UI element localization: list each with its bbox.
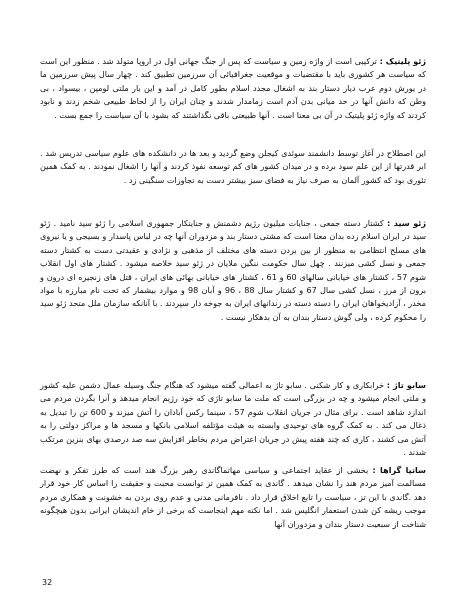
paragraph-text: ترکیبی است از واژه زمین و سیاست که پس از جنگ جهانی اول در اروپا متولد شد . منظور این است که سیاست هر کشوری باید با مقتضیات و موقعیت جغرافیائی آن سرزمین تطبیق کند . چهار سال پیش سرزمین ما در یورش دوم عرب دیار دستار بند به اشغال مجدد اسلام بطور کامل در آمد و این بار ملتی لومپن ، بیسواد ، بی وطن که دانش آنها در حد میانی بدن آدم است زمامدار شدند و چنان ایران را از لحاظ طبیعی شخم زدند و نابود کردند که واژه ژئو پلیتیک در آن بی معنا است . آنها طبیعتی باقی نگذاشتند که بشود با آن سیاست را جمع بست .	[40, 56, 426, 120]
paragraph-satyagraha	[40, 464, 426, 531]
term-geopolitics: ژئو پلیتیک :	[379, 56, 427, 66]
paragraph-geopolitics-origin	[40, 147, 426, 187]
page-number: 32	[42, 578, 53, 587]
paragraph-text: کشتار دسته جمعی ، جنایات میلیون رژیم دشمنش و جنایتکار جمهوری اسلامی را ژئو سید نامید . ژئو سید در ایران اسلام زده بدان معنا است که مشتی دستار بند و مزدوران آنها چه در لباس پاسدار و بسیجی و یا نیروی های مسلح انتظامی به منظور از بین بردن دسته های مختلف از مذهبی و نژادی و عقیدتی دست به کشتار دسته جمعی و نسل کشی میزنند . چهل سال حکومت ننگین ملایان در ژئو سید خلاصه میشود . کشتار های اول انقلاب شوم 57 ، کشتار های خیابانی سالهای 60 و 61 ، کشتار های خیابانی بهائی های ایران ، قتل های زنجیره ای درون و برون از مرز ، نسل کشی سال 67 و کشتار سال 88 ، 96 و آبان 98 و موارد بیشمار که تحت نام مبارزه با مواد مخدر ، آزادیخواهان ایران را دسته دسته در زندانهای ایران به جوخه دار سپردند . با آنانکه سازمان ملل متحد ژئو سید را محکوم کرده ، ولی گوش دستار بندان به آن بدهکار نیست .	[40, 218, 427, 322]
paragraph-geopolitics	[40, 55, 426, 122]
paragraph-genocide	[40, 217, 426, 324]
paragraph-text: این اصطلاح در آغاز توسط دانشمند سوئدی کیجلن وضع گردید و بعد ها در دانشکده های علوم سیاسی تدریس شد . ابر قدرتها از این علم سود برده و در میدان کشور های کم توسعه نفوذ کردند و آنها را اشغال نمودند . به کمک همین تئوری بود که کشور آلمان به صرف نیاز به فضای سبز بیشتر دست به تجاوزات سنگینی زد .	[40, 148, 426, 185]
paragraph-text: خرابکاری و کار شکنی . سابو تاژ به اعمالی گفته میشود که هنگام جنگ وسیله عمال دشمن علیه کشور و ملتی انجام میشود و چه در بزرگی است که ملت ما سابو تاژی که خود رژیم انجام میدهد و آنرا بگردن مردم می اندازد شاهد است . برای مثال در جریان انقلاب شوم 57 ، سینما رکس آبادان را آتش میزند و 600 تن را تبدیل به ذغال می کند . به کمک گروه های توحیدی وابسته به هیئت مؤتلفه اسلامی بانکها و مسجد ها و مراکز دولتی را به آتش می کشند ، کاری که چند هفته پیش در جریان اعتراض مردم بخاطر افزایش سه صد درصدی بهای بنزین مرتکب شدند .	[40, 380, 426, 458]
term-satyagraha: ساتیا گراها :	[372, 465, 426, 475]
paragraph-text: بخشی از عقاید اجتماعی و سیاسی مهاتماگاندی رهبر بزرگ هند است که طرز تفکر و نهضت مسالمت آمیز مردم هند را نشان میدهد . گاندی به کمک همین تز توانست محبت و حقیقت را اساس کار خود قرار دهد .گاندی با این تز ، سیاست را تابع اخلاق قرار داد . نافرمانی مدنی و عدم روی بردن به خشونت و همکاری مردم موجب ریشه کن شدن استعمار انگلیس شد . اما نکته مهم اینجاست که برخی از خام اندیشان ایرانی بدون هیچگونه شناخت از سبعیت دستار بندان و مزدوران آنها	[40, 465, 426, 529]
paragraph-sabotage	[40, 379, 426, 459]
term-sabotage: سابو تاژ :	[386, 380, 426, 390]
term-genocide: ژئو سید :	[387, 218, 426, 228]
